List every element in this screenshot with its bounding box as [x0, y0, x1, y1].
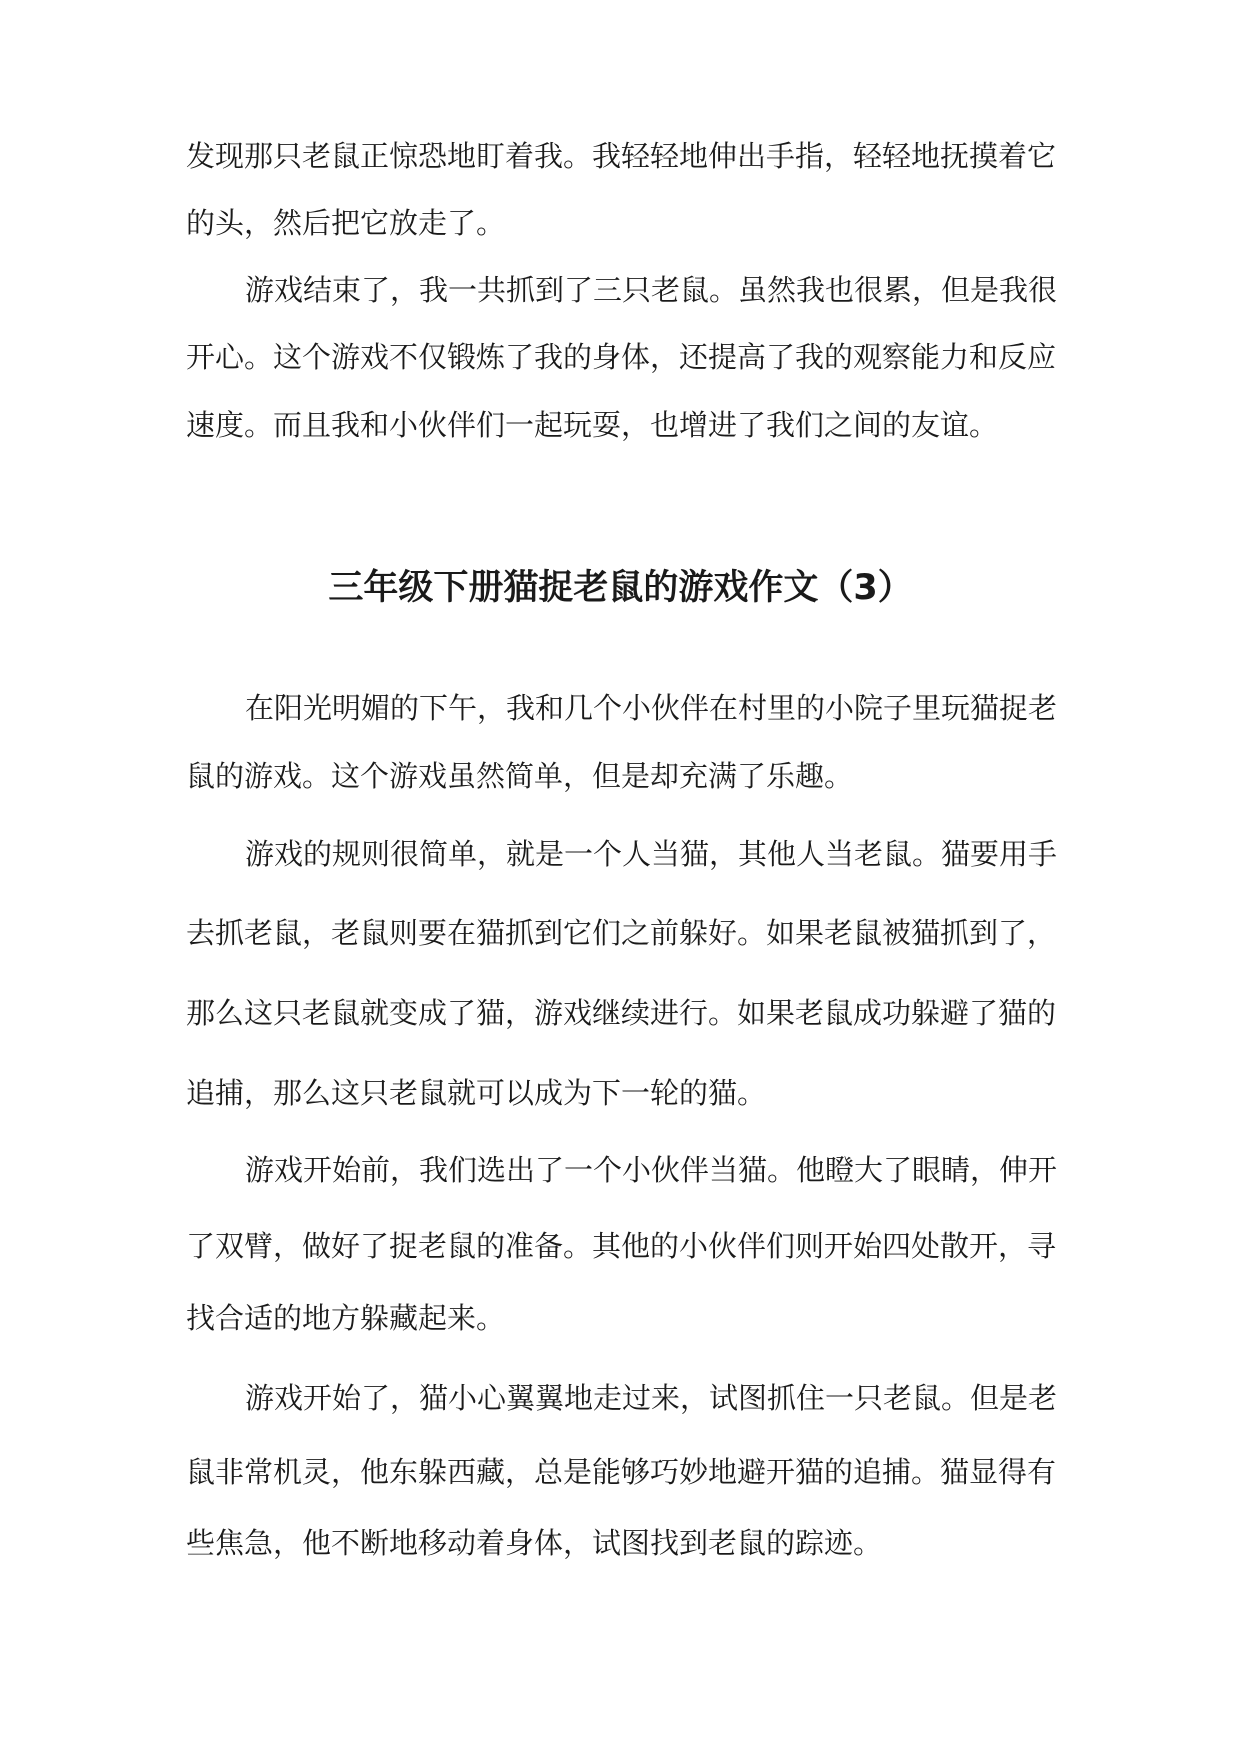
paragraph-line: 了双臂，做好了捉老鼠的准备。其他的小伙伴们则开始四处散开，寻 — [186, 1229, 1057, 1263]
paragraph-line: 那么这只老鼠就变成了猫，游戏继续进行。如果老鼠成功躲避了猫的 — [186, 996, 1057, 1030]
paragraph-line: 游戏开始了，猫小心翼翼地走过来，试图抓住一只老鼠。但是老 — [245, 1381, 1058, 1415]
paragraph-line: 去抓老鼠，老鼠则要在猫抓到它们之前躲好。如果老鼠被猫抓到了， — [186, 916, 1057, 950]
paragraph-line: 游戏开始前，我们选出了一个小伙伴当猫。他瞪大了眼睛，伸开 — [245, 1153, 1058, 1187]
paragraph-line: 发现那只老鼠正惊恐地盯着我。我轻轻地伸出手指，轻轻地抚摸着它 — [186, 139, 1057, 173]
paragraph-line: 找合适的地方躲藏起来。 — [186, 1301, 506, 1335]
paragraph-line: 些焦急，他不断地移动着身体，试图找到老鼠的踪迹。 — [186, 1526, 883, 1560]
section-title: 三年级下册猫捉老鼠的游戏作文（3） — [328, 568, 913, 608]
paragraph-line: 开心。这个游戏不仅锻炼了我的身体，还提高了我的观察能力和反应 — [186, 340, 1057, 374]
paragraph-line: 鼠的游戏。这个游戏虽然简单，但是却充满了乐趣。 — [186, 759, 854, 793]
paragraph-line: 游戏的规则很简单，就是一个人当猫，其他人当老鼠。猫要用手 — [245, 837, 1058, 871]
paragraph-line: 在阳光明媚的下午，我和几个小伙伴在村里的小院子里玩猫捉老 — [245, 691, 1058, 725]
paragraph-line: 游戏结束了，我一共抓到了三只老鼠。虽然我也很累，但是我很 — [245, 273, 1058, 307]
paragraph-line: 鼠非常机灵，他东躲西藏，总是能够巧妙地避开猫的追捕。猫显得有 — [186, 1455, 1057, 1489]
paragraph-line: 的头，然后把它放走了。 — [186, 206, 506, 240]
paragraph-line: 追捕，那么这只老鼠就可以成为下一轮的猫。 — [186, 1076, 767, 1110]
paragraph-line: 速度。而且我和小伙伴们一起玩耍，也增进了我们之间的友谊。 — [186, 408, 999, 442]
